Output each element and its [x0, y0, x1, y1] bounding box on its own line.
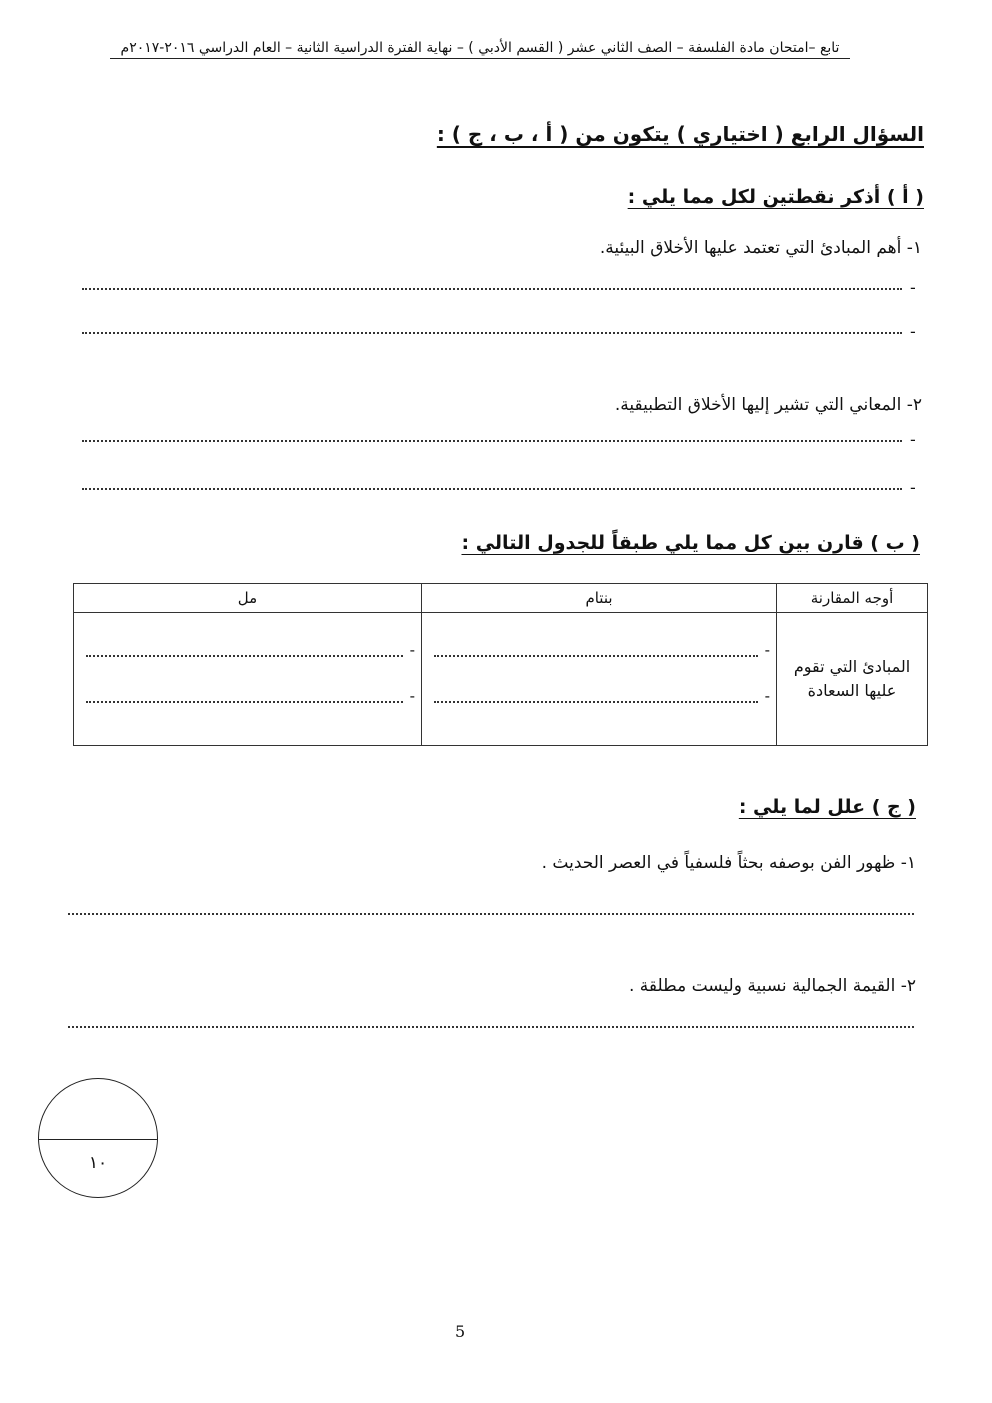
- answer-line[interactable]: [82, 332, 902, 334]
- answer-line[interactable]: [86, 655, 403, 657]
- bentham-answers: [422, 613, 777, 746]
- answer-dash: -: [764, 687, 770, 705]
- header-mill: مل: [74, 584, 422, 613]
- answer-slot[interactable]: [422, 679, 776, 725]
- answer-line[interactable]: [86, 701, 403, 703]
- answer-line[interactable]: [68, 1026, 914, 1028]
- row-label-text: المبادئ التي تقوم عليها السعادة: [793, 657, 911, 700]
- score-circle: [38, 1078, 158, 1198]
- answer-dash: -: [764, 641, 770, 659]
- part-c-title: ( ج ) علل لما يلي :: [738, 796, 916, 818]
- answer-dash: -: [409, 641, 415, 659]
- page-number: 5: [455, 1322, 466, 1341]
- answer-dash: -: [910, 322, 916, 341]
- part-a-item-1: ١- أهم المبادئ التي تعتمد عليها الأخلاق البيئية.: [599, 238, 922, 258]
- part-a-item-2: ٢- المعاني التي تشير إليها الأخلاق التطبيقية.: [614, 395, 922, 415]
- exam-header: تابع –امتحان مادة الفلسفة – الصف الثاني عشر ( القسم الأدبي ) – نهاية الفترة الدراسية الثانية – العام الدراسي ٢٠١٦-٢٠١٧م: [110, 40, 850, 59]
- answer-slot[interactable]: [422, 633, 776, 679]
- answer-dash: -: [910, 278, 916, 297]
- mill-answers: [74, 613, 422, 746]
- answer-dash: -: [910, 430, 916, 449]
- part-a-title: ( أ ) أذكر نقطتين لكل مما يلي :: [627, 186, 924, 208]
- answer-dash: -: [910, 478, 916, 497]
- answer-line[interactable]: [82, 288, 902, 290]
- comparison-table: [73, 583, 928, 746]
- score-total: ١٠: [88, 1153, 108, 1173]
- part-b-title: ( ب ) قارن بين كل مما يلي طبقاً للجدول التالي :: [461, 532, 920, 554]
- answer-line[interactable]: [82, 440, 902, 442]
- answer-slot[interactable]: [74, 633, 421, 679]
- score-divider: [39, 1139, 157, 1140]
- row-label: [777, 613, 928, 746]
- answer-line[interactable]: [68, 913, 914, 915]
- part-c-item-2: ٢- القيمة الجمالية نسبية وليست مطلقة .: [628, 976, 916, 996]
- question-title: السؤال الرابع ( اختياري ) يتكون من ( أ ، ب ، ج ) :: [436, 122, 924, 146]
- answer-dash: -: [409, 687, 415, 705]
- part-c-item-1: ١- ظهور الفن بوصفه بحثاً فلسفياً في العصر الحديث .: [541, 853, 916, 873]
- answer-slot[interactable]: [74, 679, 421, 725]
- header-aspects: أوجه المقارنة: [777, 584, 928, 613]
- answer-line[interactable]: [434, 655, 758, 657]
- header-bentham: بنتام: [422, 584, 777, 613]
- answer-line[interactable]: [434, 701, 758, 703]
- answer-line[interactable]: [82, 488, 902, 490]
